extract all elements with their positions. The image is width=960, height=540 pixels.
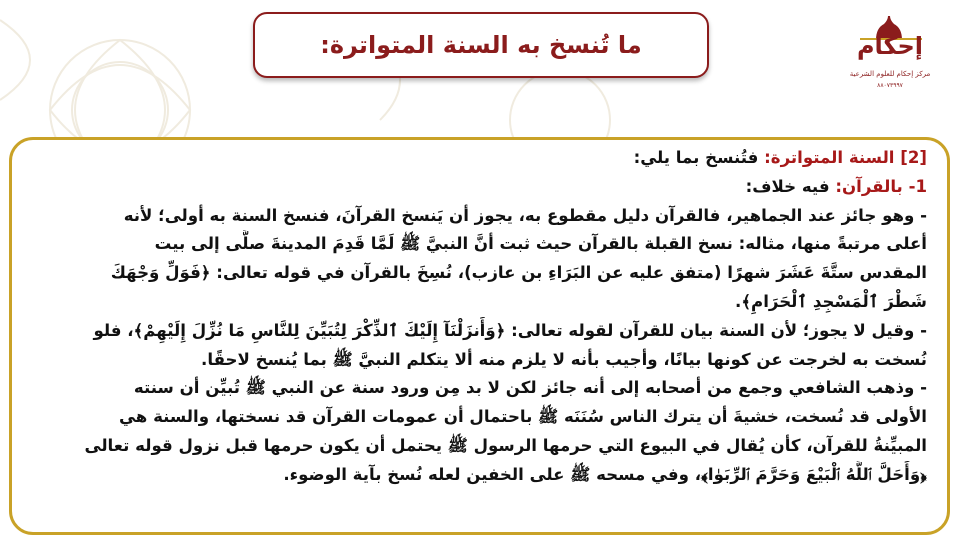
ihkam-logo xyxy=(846,24,936,94)
content-panel xyxy=(9,137,950,535)
subsection-heading-text: فيه خلاف: xyxy=(745,176,830,196)
body-line: المقدس ستَّةَ عَشَرَ شهرًا (متفق عليه عن البَرَاءِ بن عازب)، نُسِخَ بالقرآن في قوله تعالى: ﴿فَوَلِّ وَجْهَكَ xyxy=(110,263,927,283)
section-heading xyxy=(30,144,927,173)
logo-name: إحكام xyxy=(856,32,924,60)
body-line: ﴿وَأَحَلَّ ٱللَّهُ ٱلْبَيْعَ وَحَرَّمَ ٱلرِّبَوٰا﴾، وفي مسحه ﷺ على الخفين لعله نُسخ بآية الوضوء. xyxy=(283,464,927,484)
title-banner xyxy=(253,12,709,78)
body-line: نُسخت به لخرجت عن كونها بيانًا، وأجيب بأنه لا يلزم منه ألا يتكلم النبيَّ ﷺ بما يُنسخ لاحقًا. xyxy=(201,349,927,369)
logo-number: ٨٨٠٧٣٩٩٧ xyxy=(877,82,903,89)
body-line: الأولى قد نُسخت، خشيةَ أن يترك الناس سُنَنَه ﷺ باحتمال أن عمومات القرآن قد نسختها، والسنة هي xyxy=(119,407,927,427)
section-heading-text: فتُنسخ بما يلي: xyxy=(633,148,759,167)
subsection-heading xyxy=(30,173,927,202)
subsection-heading-label: 1- بالقرآن: xyxy=(835,176,927,196)
body-line: أعلى مرتبةً منها، مثاله: نسخ القبلة بالقرآن حيث ثبت أنَّ النبيَّ ﷺ لَمَّا قَدِمَ المدينةَ صلَّى إلى بيت xyxy=(154,234,927,254)
body-line: - وذهب الشافعي وجمع من أصحابه إلى أنه جائز لكن لا بد مِن ورود سنة عن النبي ﷺ تُبيِّن أن سنته xyxy=(133,378,927,398)
body-line: شَطْرَ ٱلْمَسْجِدِ ٱلْحَرَامِ﴾. xyxy=(735,291,927,311)
section-heading-label: [2] السنة المتواترة: xyxy=(764,148,927,167)
logo-subtitle: مركز إحكام للعلوم الشرعية xyxy=(849,70,931,78)
body-line: - وقيل لا يجوز؛ لأن السنة بيان للقرآن لقوله تعالى: ﴿وَأَنزَلْنَآ إِلَيْكَ ٱلذِّكْرَ لِتُبَيِّنَ لِلنَّاسِ مَا نُزِّلَ إِلَيْهِمْ﴾، فلو xyxy=(93,320,927,340)
page-title: ما تُنسخ به السنة المتواترة: xyxy=(320,31,642,59)
body-line: المبيِّنةُ للقرآن، كأن يُقال في البيوع التي حرمها الرسول ﷺ يحتمل أن يكون حرمها قبل نزول قوله تعالى xyxy=(84,435,927,455)
body-line: - وهو جائز عند الجماهير، فالقرآن دليل مقطوع به، يجوز أن يَنسخ القرآنَ، فنسخ السنة به أولى؛ لأنه xyxy=(123,205,927,225)
